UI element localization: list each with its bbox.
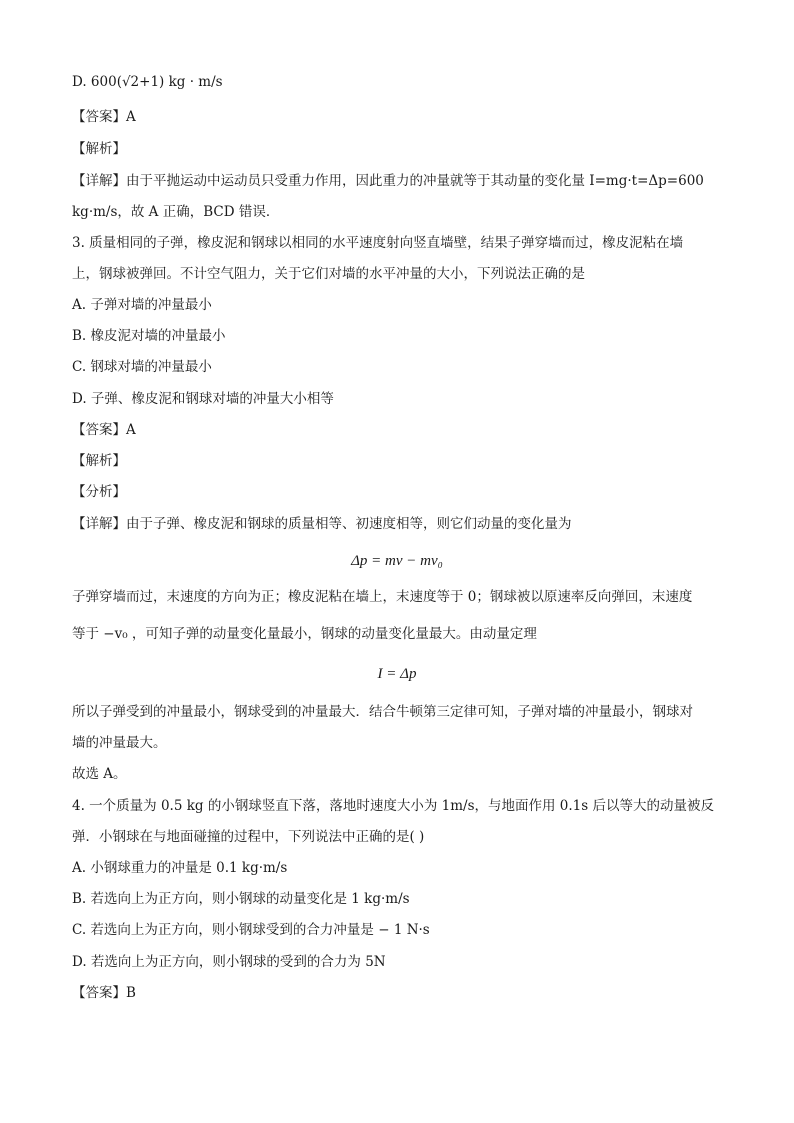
q3-detail-line-3: 等于 −v₀ ，可知子弹的动量变化量最小，钢球的动量变化量最大。由动量定理 xyxy=(72,626,537,642)
q3-stem-line-2: 上，钢球被弹回。不计空气阻力，关于它们对墙的水平冲量的大小，下列说法正确的是 xyxy=(72,266,585,282)
q3-detail-line-1: 【详解】由于子弹、橡皮泥和钢球的质量相等、初速度相等，则它们动量的变化量为 xyxy=(72,516,572,532)
q3-conclusion: 故选 A。 xyxy=(72,766,127,782)
q3-detail-line-4: 所以子弹受到的冲量最小，钢球受到的冲量最大．结合牛顿第三定律可知，子弹对墙的冲量最小，钢球对 xyxy=(72,704,693,720)
q2-detail-line-2: kg·m/s，故 A 正确，BCD 错误． xyxy=(72,204,280,220)
q2-detail-line-1: 【详解】由于平抛运动中运动员只受重力作用，因此重力的冲量就等于其动量的变化量 I=mg·t=Δp=600 xyxy=(72,173,704,189)
q4-option-c: C. 若选向上为正方向，则小钢球受到的合力冲量是 − 1 N·s xyxy=(72,922,430,938)
q2-answer: 【答案】A xyxy=(72,109,136,125)
q3-analysis-heading: 【解析】 xyxy=(72,453,126,469)
q3-analysis-subheading: 【分析】 xyxy=(72,484,126,500)
q4-stem-line-2: 弹．小钢球在与地面碰撞的过程中，下列说法中正确的是( ) xyxy=(72,829,425,845)
q4-stem-line-1: 4. 一个质量为 0.5 kg 的小钢球竖直下落，落地时速度大小为 1m/s，与地面作用 0.1s 后以等大的动量被反 xyxy=(72,798,714,814)
q4-answer: 【答案】B xyxy=(72,985,136,1001)
q2-analysis-heading: 【解析】 xyxy=(72,141,126,157)
q3-detail-line-5: 墙的冲量最大。 xyxy=(72,735,167,751)
q3-answer: 【答案】A xyxy=(72,422,136,438)
q3-stem-line-1: 3. 质量相同的子弹，橡皮泥和钢球以相同的水平速度射向竖直墙壁，结果子弹穿墙而过，橡皮泥粘在墙 xyxy=(72,235,684,251)
q3-option-c: C. 钢球对墙的冲量最小 xyxy=(72,359,212,375)
q2-option-d: D. 600(√2+1) kg · m/s xyxy=(72,74,223,90)
q4-option-d: D. 若选向上为正方向，则小钢球的受到的合力为 5N xyxy=(72,954,386,970)
q4-option-b: B. 若选向上为正方向，则小钢球的动量变化是 1 kg·m/s xyxy=(72,891,410,907)
q3-option-b: B. 橡皮泥对墙的冲量最小 xyxy=(72,328,226,344)
q3-option-d: D. 子弹、橡皮泥和钢球对墙的冲量大小相等 xyxy=(72,391,334,407)
q3-option-a: A. 子弹对墙的冲量最小 xyxy=(72,297,212,313)
q3-detail-line-2: 子弹穿墙而过，末速度的方向为正；橡皮泥粘在墙上，末速度等于 0；钢球被以原速率反向弹回，末速度 xyxy=(72,589,693,605)
q4-option-a: A. 小钢球重力的冲量是 0.1 kg·m/s xyxy=(72,860,288,876)
q3-formula-impulse: I = Δp xyxy=(377,666,417,682)
q3-formula-momentum-change: Δp = mv − mv₀ xyxy=(351,553,443,569)
